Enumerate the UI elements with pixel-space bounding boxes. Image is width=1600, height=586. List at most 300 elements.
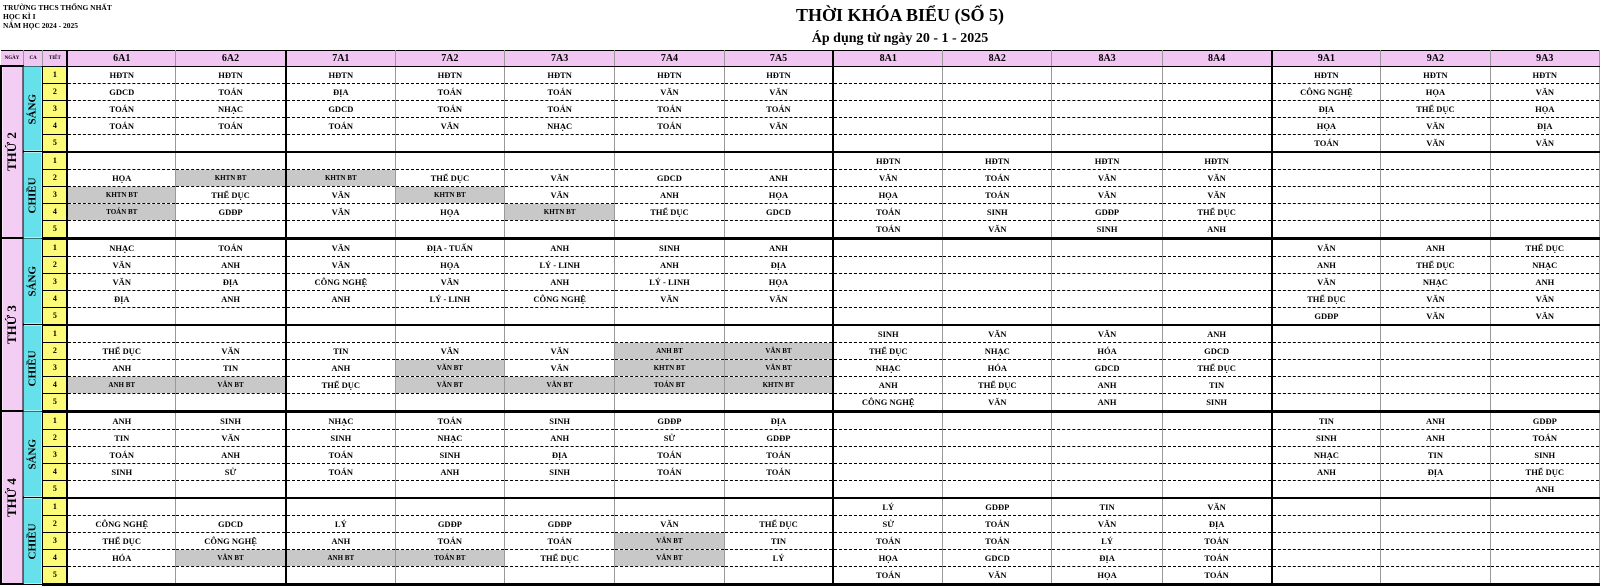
subject-cell: SINH (615, 238, 724, 256)
subject-cell (833, 134, 942, 152)
subject-cell: TOÁN (833, 566, 942, 584)
table-row (1, 83, 1600, 100)
subject-cell (1052, 256, 1162, 273)
subject-cell (833, 446, 942, 463)
subject-cell: ANH (505, 429, 615, 446)
subject-cell: CÔNG NGHỆ (833, 393, 942, 411)
subject-cell (67, 325, 175, 343)
subject-cell: VĂN (395, 342, 504, 359)
subject-cell: GDCD (724, 203, 833, 220)
subject-cell: VĂN (1381, 290, 1490, 307)
class-header: 7A2 (395, 51, 504, 67)
subject-cell (724, 152, 833, 170)
subject-cell (1272, 186, 1381, 203)
table-row (1, 325, 1600, 343)
subject-cell: SINH (1162, 393, 1271, 411)
subject-cell: VĂN (833, 169, 942, 186)
subject-cell (395, 220, 504, 238)
subject-cell (505, 152, 615, 170)
subject-cell: ANH (724, 238, 833, 256)
subject-cell (286, 152, 395, 170)
subject-cell (286, 325, 395, 343)
page-subtitle: Áp dụng từ ngày 20 - 1 - 2025 (811, 31, 989, 46)
subject-cell: HỌA (724, 186, 833, 203)
subject-cell: SINH (1272, 429, 1381, 446)
subject-cell: VĂN BT (395, 359, 504, 376)
subject-cell (176, 307, 286, 325)
subject-cell: GDCD (176, 515, 286, 532)
subject-cell (833, 307, 942, 325)
subject-cell (1052, 83, 1162, 100)
subject-cell: TOÁN (67, 117, 175, 134)
subject-cell: SINH (286, 429, 395, 446)
subject-cell: HĐTN (67, 66, 175, 83)
period-number: 1 (43, 411, 68, 429)
subject-cell: CÔNG NGHỆ (1272, 83, 1381, 100)
subject-cell: ĐỊA (1272, 100, 1381, 117)
subject-cell: TOÁN (176, 117, 286, 134)
class-header: 7A3 (505, 51, 615, 67)
day-label: THỨ 3 (1, 238, 23, 411)
subject-cell (1490, 220, 1599, 238)
subject-cell: VĂN (615, 290, 724, 307)
subject-cell (505, 325, 615, 343)
subject-cell: ANH (615, 256, 724, 273)
subject-cell: TOÁN (943, 169, 1052, 186)
subject-cell: ANH (176, 446, 286, 463)
subject-cell: SỬ (615, 429, 724, 446)
subject-cell: HỌA (395, 203, 504, 220)
subject-cell (1272, 342, 1381, 359)
term-label: HỌC KÌ I (3, 12, 36, 21)
subject-cell (1381, 203, 1490, 220)
period-number: 5 (43, 220, 68, 238)
period-number: 5 (43, 134, 68, 152)
subject-cell: TOÁN (833, 532, 942, 549)
subject-cell (1490, 186, 1599, 203)
subject-cell: TOÁN (505, 532, 615, 549)
table-row (1, 498, 1600, 516)
session-label: CHIỀU (23, 325, 42, 412)
subject-cell (724, 566, 833, 584)
subject-cell: NHẠC (286, 411, 395, 429)
subject-cell: NHẠC (67, 238, 175, 256)
period-number: 1 (43, 498, 68, 516)
subject-cell (1162, 256, 1271, 273)
subject-cell: VĂN (1490, 307, 1599, 325)
subject-cell: VĂN (943, 325, 1052, 343)
subject-cell (833, 290, 942, 307)
subject-cell (1490, 532, 1599, 549)
header-day: NGÀY (1, 51, 23, 67)
class-header: 9A3 (1490, 51, 1599, 67)
table-row (1, 220, 1600, 238)
subject-cell: ĐỊA - TUẤN (395, 238, 504, 256)
subject-cell: THỂ DỤC (1162, 203, 1271, 220)
subject-cell: HỌA (1490, 100, 1599, 117)
subject-cell: VĂN (67, 273, 175, 290)
subject-cell (1272, 566, 1381, 584)
subject-cell: TOÁN (943, 532, 1052, 549)
period-number: 5 (43, 393, 68, 411)
subject-cell: HĐTN (724, 66, 833, 83)
class-header: 8A2 (943, 51, 1052, 67)
subject-cell: VĂN (1490, 83, 1599, 100)
subject-cell: TOÁN (724, 100, 833, 117)
subject-cell (1162, 307, 1271, 325)
table-row (1, 203, 1600, 220)
subject-cell: TIN (67, 429, 175, 446)
subject-cell (1490, 203, 1599, 220)
subject-cell (395, 566, 504, 584)
subject-cell (395, 480, 504, 498)
subject-cell (943, 411, 1052, 429)
period-number: 4 (43, 376, 68, 393)
subject-cell (286, 307, 395, 325)
subject-cell: TOÁN (286, 446, 395, 463)
subject-cell: VĂN (505, 169, 615, 186)
subject-cell: TOÁN (395, 532, 504, 549)
subject-cell: THỂ DỤC (1162, 359, 1271, 376)
subject-cell: SỬ (833, 515, 942, 532)
table-row (1, 393, 1600, 411)
subject-cell: HĐTN (1162, 152, 1271, 170)
table-row (1, 376, 1600, 393)
subject-cell (505, 220, 615, 238)
subject-cell: VĂN (1162, 169, 1271, 186)
subject-cell: VĂN (943, 566, 1052, 584)
subject-cell: SINH (505, 411, 615, 429)
subject-cell (505, 480, 615, 498)
subject-cell: ANH (1162, 325, 1271, 343)
subject-cell (1381, 532, 1490, 549)
subject-cell: SỬ (176, 463, 286, 480)
subject-cell: LÝ (724, 549, 833, 566)
table-row (1, 238, 1600, 256)
table-row (1, 273, 1600, 290)
subject-cell: VĂN (1381, 307, 1490, 325)
day-label: THỨ 2 (1, 66, 23, 238)
subject-cell: GDCD (1162, 342, 1271, 359)
subject-cell (67, 134, 175, 152)
class-header: 7A4 (615, 51, 724, 67)
subject-cell: TOÁN (724, 463, 833, 480)
subject-cell (176, 152, 286, 170)
subject-cell: HÓA (943, 359, 1052, 376)
subject-cell: VĂN (505, 359, 615, 376)
subject-cell (833, 83, 942, 100)
subject-cell (1272, 480, 1381, 498)
subject-cell: THỂ DỤC (1272, 290, 1381, 307)
subject-cell (1272, 532, 1381, 549)
subject-cell (943, 117, 1052, 134)
table-row (1, 152, 1600, 170)
subject-cell: THỂ DỤC (395, 169, 504, 186)
subject-cell (943, 463, 1052, 480)
header-period: TIẾT (43, 51, 68, 67)
subject-cell (286, 220, 395, 238)
table-row (1, 532, 1600, 549)
table-row (1, 480, 1600, 498)
subject-cell (724, 480, 833, 498)
subject-cell (1490, 566, 1599, 584)
subject-cell: ANH (1490, 273, 1599, 290)
subject-cell: TOÁN (1162, 532, 1271, 549)
subject-cell: NHẠC (833, 359, 942, 376)
subject-cell: TOÁN BT (67, 203, 175, 220)
subject-cell: VĂN (724, 83, 833, 100)
subject-cell: ĐỊA (1490, 117, 1599, 134)
subject-cell: HỌA (67, 169, 175, 186)
subject-cell (67, 566, 175, 584)
table-row (1, 169, 1600, 186)
subject-cell: VĂN (943, 393, 1052, 411)
subject-cell: TIN (1052, 498, 1162, 516)
session-label: SÁNG (23, 411, 42, 498)
subject-cell (1272, 169, 1381, 186)
subject-cell (395, 498, 504, 516)
subject-cell (1381, 480, 1490, 498)
subject-cell (1381, 220, 1490, 238)
subject-cell (1272, 152, 1381, 170)
subject-cell (615, 566, 724, 584)
subject-cell: ANH (615, 186, 724, 203)
subject-cell (1052, 290, 1162, 307)
period-number: 5 (43, 566, 68, 584)
subject-cell: TIN (1272, 411, 1381, 429)
subject-cell: GDĐP (615, 411, 724, 429)
subject-cell: HĐTN (505, 66, 615, 83)
subject-cell: ANH (1381, 429, 1490, 446)
subject-cell: VĂN (615, 83, 724, 100)
subject-cell: HỌA (724, 273, 833, 290)
subject-cell (1490, 549, 1599, 566)
subject-cell: TOÁN (943, 515, 1052, 532)
subject-cell (286, 566, 395, 584)
subject-cell (1272, 393, 1381, 411)
subject-cell: CÔNG NGHỆ (505, 290, 615, 307)
subject-cell: HÓA (1052, 342, 1162, 359)
subject-cell: VĂN (1162, 186, 1271, 203)
subject-cell: THỂ DỤC (1490, 238, 1599, 256)
subject-cell: VĂN (1272, 273, 1381, 290)
subject-cell: TOÁN BT (395, 549, 504, 566)
subject-cell: TOÁN (615, 446, 724, 463)
subject-cell: TOÁN (833, 203, 942, 220)
subject-cell (67, 152, 175, 170)
subject-cell: VĂN BT (615, 549, 724, 566)
subject-cell: HỌA (833, 549, 942, 566)
subject-cell: LÝ - LINH (395, 290, 504, 307)
subject-cell: ĐỊA (286, 83, 395, 100)
subject-cell (67, 480, 175, 498)
subject-cell (943, 66, 1052, 83)
subject-cell (943, 446, 1052, 463)
subject-cell: ĐỊA (505, 446, 615, 463)
subject-cell (943, 307, 1052, 325)
subject-cell: GDĐP (176, 203, 286, 220)
subject-cell: TOÁN (286, 463, 395, 480)
table-row (1, 66, 1600, 83)
subject-cell: ANH BT (615, 342, 724, 359)
subject-cell: THỂ DỤC (1381, 256, 1490, 273)
subject-cell: HĐTN (1490, 66, 1599, 83)
subject-cell: ANH (1490, 480, 1599, 498)
subject-cell: VĂN (1052, 515, 1162, 532)
table-row (1, 411, 1600, 429)
subject-cell: VĂN (176, 429, 286, 446)
table-row (1, 359, 1600, 376)
subject-cell: THỂ DỤC (67, 532, 175, 549)
subject-cell (67, 220, 175, 238)
period-number: 2 (43, 83, 68, 100)
subject-cell (1272, 515, 1381, 532)
subject-cell (1490, 325, 1599, 343)
class-header: 7A1 (286, 51, 395, 67)
subject-cell: TOÁN (1162, 549, 1271, 566)
subject-cell: SINH (1490, 446, 1599, 463)
table-row (1, 429, 1600, 446)
period-number: 1 (43, 325, 68, 343)
subject-cell (286, 480, 395, 498)
subject-cell: ANH (286, 359, 395, 376)
subject-cell (1052, 307, 1162, 325)
subject-cell: VĂN BT (615, 532, 724, 549)
period-number: 4 (43, 463, 68, 480)
subject-cell: THỂ DỤC (176, 186, 286, 203)
subject-cell (176, 566, 286, 584)
subject-cell: TOÁN (1162, 566, 1271, 584)
subject-cell (1490, 342, 1599, 359)
subject-cell: THỂ DỤC (724, 515, 833, 532)
subject-cell (505, 498, 615, 516)
subject-cell (1162, 134, 1271, 152)
school-name: TRƯỜNG THCS THỐNG NHẤT (3, 3, 112, 12)
class-header: 8A3 (1052, 51, 1162, 67)
subject-cell (615, 307, 724, 325)
subject-cell (1162, 290, 1271, 307)
subject-cell (1162, 411, 1271, 429)
subject-cell: LÝ - LINH (505, 256, 615, 273)
subject-cell: VĂN BT (176, 376, 286, 393)
subject-cell (615, 220, 724, 238)
subject-cell: ANH (505, 238, 615, 256)
subject-cell (833, 238, 942, 256)
subject-cell: NHẠC (1490, 256, 1599, 273)
subject-cell: KHTN BT (286, 169, 395, 186)
subject-cell: VĂN BT (395, 376, 504, 393)
subject-cell (1381, 376, 1490, 393)
subject-cell: HĐTN (943, 152, 1052, 170)
subject-cell: LÝ (1052, 532, 1162, 549)
subject-cell: GDĐP (1490, 411, 1599, 429)
subject-cell (833, 256, 942, 273)
subject-cell: ĐỊA (1381, 463, 1490, 480)
subject-cell: VĂN (67, 256, 175, 273)
subject-cell: TOÁN (176, 83, 286, 100)
subject-cell: ANH BT (286, 549, 395, 566)
subject-cell (395, 134, 504, 152)
subject-cell (943, 273, 1052, 290)
subject-cell (1272, 498, 1381, 516)
subject-cell: VĂN (395, 273, 504, 290)
subject-cell: VĂN (1162, 498, 1271, 516)
session-label: SÁNG (23, 66, 42, 152)
period-number: 1 (43, 66, 68, 83)
table-row (1, 566, 1600, 584)
subject-cell: VĂN (724, 290, 833, 307)
subject-cell (1162, 446, 1271, 463)
period-number: 2 (43, 429, 68, 446)
subject-cell: TOÁN (1272, 134, 1381, 152)
subject-cell: SINH (505, 463, 615, 480)
table-row (1, 515, 1600, 532)
subject-cell (1381, 393, 1490, 411)
class-header: 7A5 (724, 51, 833, 67)
subject-cell (1162, 480, 1271, 498)
subject-cell: SINH (1052, 220, 1162, 238)
subject-cell: GDĐP (724, 429, 833, 446)
subject-cell (615, 498, 724, 516)
subject-cell (1381, 359, 1490, 376)
subject-cell: THỂ DỤC (1490, 463, 1599, 480)
subject-cell: HĐTN (286, 66, 395, 83)
subject-cell: ANH (67, 411, 175, 429)
subject-cell (943, 100, 1052, 117)
subject-cell: TOÁN (395, 100, 504, 117)
subject-cell (1490, 376, 1599, 393)
subject-cell: GDĐP (1272, 307, 1381, 325)
year-label: NĂM HỌC 2024 - 2025 (3, 21, 78, 30)
subject-cell: HỌA (395, 256, 504, 273)
period-number: 5 (43, 307, 68, 325)
subject-cell: ANH (395, 463, 504, 480)
subject-cell (1490, 515, 1599, 532)
page-title: THỜI KHÓA BIỂU (SỐ 5) (795, 5, 1005, 25)
subject-cell: VĂN (286, 256, 395, 273)
subject-cell: ANH (724, 169, 833, 186)
table-row (1, 290, 1600, 307)
subject-cell: ANH (1381, 238, 1490, 256)
subject-cell: VĂN (1052, 186, 1162, 203)
subject-cell (1162, 66, 1271, 83)
subject-cell (1381, 186, 1490, 203)
subject-cell: ANH (1272, 463, 1381, 480)
subject-cell (1490, 169, 1599, 186)
subject-cell (1381, 498, 1490, 516)
subject-cell (1052, 411, 1162, 429)
subject-cell: SINH (943, 203, 1052, 220)
subject-cell: THỂ DỤC (286, 376, 395, 393)
session-label: SÁNG (23, 238, 42, 325)
subject-cell: KHTN BT (615, 359, 724, 376)
subject-cell (833, 411, 942, 429)
subject-cell (505, 566, 615, 584)
subject-cell: KHTN BT (505, 203, 615, 220)
subject-cell (943, 290, 1052, 307)
subject-cell: NHẠC (395, 429, 504, 446)
subject-cell: NHẠC (1272, 446, 1381, 463)
subject-cell (1272, 376, 1381, 393)
subject-cell (505, 134, 615, 152)
subject-cell (833, 273, 942, 290)
subject-cell (943, 256, 1052, 273)
subject-cell: CÔNG NGHỆ (286, 273, 395, 290)
subject-cell: THỂ DỤC (67, 342, 175, 359)
subject-cell: SINH (833, 325, 942, 343)
subject-cell: VĂN (505, 342, 615, 359)
subject-cell (724, 134, 833, 152)
